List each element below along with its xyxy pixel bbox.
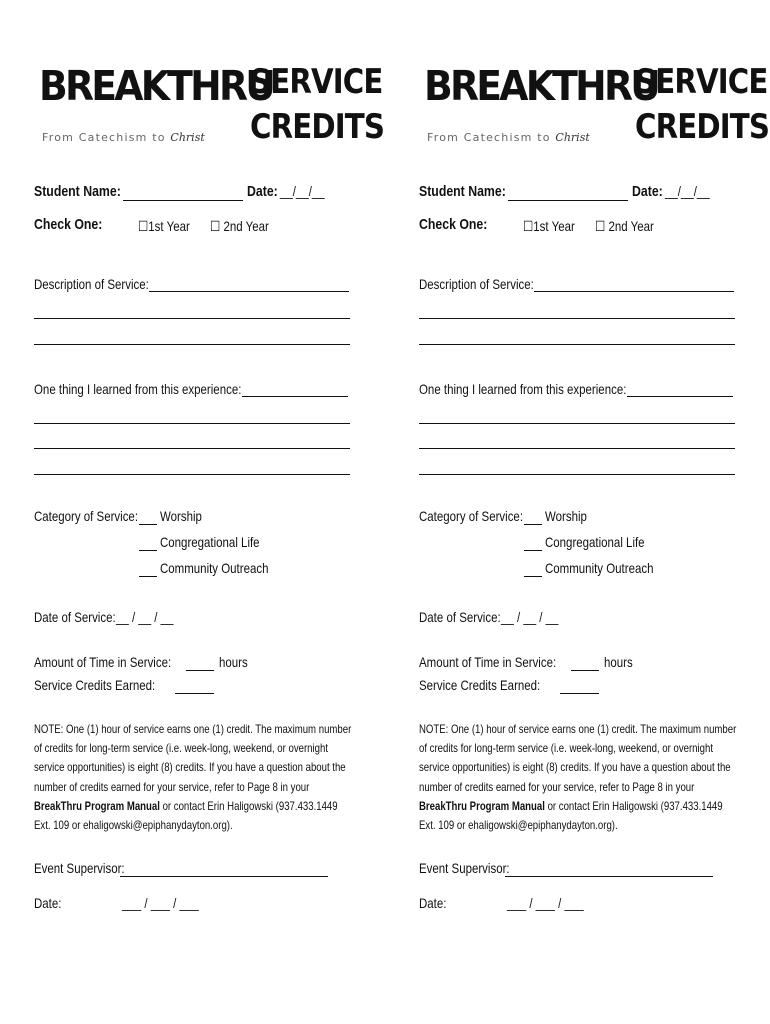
credits-label: Service Credits Earned: — [34, 677, 156, 693]
student-name-label: Student Name: — [34, 183, 121, 200]
hours-label: hours — [219, 654, 248, 670]
hours-label: hours — [604, 654, 633, 670]
category-label: Category of Service: — [34, 508, 139, 524]
hours-field[interactable] — [186, 670, 214, 671]
date-label: Date: — [632, 183, 663, 200]
year-option-1-label: 1st Year — [148, 218, 190, 234]
logo-wordmark: BREAKTHRU — [39, 62, 274, 110]
category-blank[interactable] — [139, 576, 157, 577]
credits-field[interactable] — [175, 693, 214, 694]
student-name-field[interactable] — [508, 200, 628, 201]
year-option-2[interactable] — [210, 218, 269, 235]
category-community-outreach: Community Outreach — [545, 560, 654, 576]
category-label: Category of Service: — [419, 508, 524, 524]
supervisor-field[interactable] — [120, 876, 328, 877]
learned-field[interactable] — [627, 396, 733, 397]
date-of-service-label: Date of Service: — [34, 609, 116, 625]
date-of-service-label: Date of Service: — [419, 609, 501, 625]
supervisor-label: Event Supervisor: — [419, 860, 510, 876]
form-title — [635, 60, 770, 150]
time-label: Amount of Time in Service: — [34, 654, 172, 670]
note-text: NOTE: One (1) hour of service earns one (1) credit. The maximum number of credits for long-term service (i.e. week-long, weekend, or overnight service opportunities) is eight (8) credits. If you have a question about the number of credits earned for your service, refer to Page 8 in your — [419, 722, 737, 794]
form-title — [250, 60, 385, 150]
service-credit-form-left — [34, 0, 385, 1024]
note-paragraph — [34, 720, 352, 835]
description-line[interactable] — [34, 318, 350, 319]
learned-line[interactable] — [419, 423, 735, 424]
year-option-1[interactable] — [138, 218, 190, 235]
learned-line[interactable] — [34, 448, 350, 449]
note-manual: BreakThru Program Manual — [34, 798, 160, 813]
breakthru-logo — [424, 62, 659, 152]
final-date-field[interactable]: ___ / ___ / ___ — [507, 895, 584, 911]
year-option-2-label: 2nd Year — [608, 218, 654, 234]
breakthru-logo — [39, 62, 274, 152]
year-option-1-label: 1st Year — [533, 218, 575, 234]
note-manual: BreakThru Program Manual — [419, 798, 545, 813]
final-date-label: Date: — [419, 895, 447, 911]
category-congregational-life: Congregational Life — [545, 534, 645, 550]
credits-field[interactable] — [560, 693, 599, 694]
checkbox-icon[interactable]: ☐ — [138, 218, 149, 234]
checkbox-icon[interactable]: ☐ — [210, 218, 224, 234]
learned-line[interactable] — [419, 474, 735, 475]
check-one-label: Check One: — [419, 216, 488, 233]
logo-tagline-text: From Catechism to — [427, 131, 551, 144]
form-title-line1: SERVICE — [635, 62, 768, 102]
category-congregational-life: Congregational Life — [160, 534, 260, 550]
check-one-label: Check One: — [34, 216, 103, 233]
learned-field[interactable] — [242, 396, 348, 397]
year-option-2[interactable] — [595, 218, 654, 235]
category-blank[interactable] — [139, 550, 157, 551]
supervisor-field[interactable] — [505, 876, 713, 877]
logo-tagline-script: Christ — [555, 131, 590, 144]
note-contact: or contact Erin Haligowski (937.433.1449 Ext. 109 or ehaligowski@epiphanydayton.org). — [34, 798, 338, 833]
year-option-1[interactable] — [523, 218, 575, 235]
description-field[interactable] — [534, 291, 734, 292]
time-label: Amount of Time in Service: — [419, 654, 557, 670]
category-blank[interactable] — [524, 524, 542, 525]
checkbox-icon[interactable]: ☐ — [523, 218, 534, 234]
year-option-2-label: 2nd Year — [223, 218, 269, 234]
logo-tagline — [427, 131, 590, 144]
description-label: Description of Service: — [419, 276, 534, 292]
learned-line[interactable] — [419, 448, 735, 449]
logo-tagline — [42, 131, 205, 144]
date-of-service-field[interactable]: __ / __ / __ — [116, 609, 174, 625]
date-field[interactable]: __/__/__ — [665, 183, 710, 199]
date-of-service-field[interactable]: __ / __ / __ — [501, 609, 559, 625]
category-worship: Worship — [545, 508, 587, 524]
checkbox-icon[interactable]: ☐ — [595, 218, 609, 234]
category-community-outreach: Community Outreach — [160, 560, 269, 576]
note-paragraph — [419, 720, 737, 835]
category-worship: Worship — [160, 508, 202, 524]
learned-line[interactable] — [34, 474, 350, 475]
learned-line[interactable] — [34, 423, 350, 424]
description-label: Description of Service: — [34, 276, 149, 292]
note-text: NOTE: One (1) hour of service earns one (1) credit. The maximum number of credits for long-term service (i.e. week-long, weekend, or overnight service opportunities) is eight (8) credits. If you have a question about the number of credits earned for your service, refer to Page 8 in your — [34, 722, 352, 794]
note-contact: or contact Erin Haligowski (937.433.1449 Ext. 109 or ehaligowski@epiphanydayton.org). — [419, 798, 723, 833]
form-title-line2: CREDITS — [250, 107, 385, 147]
date-field[interactable]: __/__/__ — [280, 183, 325, 199]
student-name-label: Student Name: — [419, 183, 506, 200]
description-field[interactable] — [149, 291, 349, 292]
logo-tagline-text: From Catechism to — [42, 131, 166, 144]
description-line[interactable] — [419, 344, 735, 345]
student-name-field[interactable] — [123, 200, 243, 201]
description-line[interactable] — [34, 344, 350, 345]
category-blank[interactable] — [139, 524, 157, 525]
final-date-field[interactable]: ___ / ___ / ___ — [122, 895, 199, 911]
hours-field[interactable] — [571, 670, 599, 671]
learned-label: One thing I learned from this experience: — [34, 381, 242, 397]
final-date-label: Date: — [34, 895, 62, 911]
description-line[interactable] — [419, 318, 735, 319]
credits-label: Service Credits Earned: — [419, 677, 541, 693]
logo-tagline-script: Christ — [170, 131, 205, 144]
form-title-line1: SERVICE — [250, 62, 383, 102]
date-label: Date: — [247, 183, 278, 200]
supervisor-label: Event Supervisor: — [34, 860, 125, 876]
category-blank[interactable] — [524, 576, 542, 577]
logo-wordmark: BREAKTHRU — [424, 62, 659, 110]
learned-label: One thing I learned from this experience: — [419, 381, 627, 397]
category-blank[interactable] — [524, 550, 542, 551]
service-credit-form-right — [419, 0, 770, 1024]
form-title-line2: CREDITS — [635, 107, 770, 147]
